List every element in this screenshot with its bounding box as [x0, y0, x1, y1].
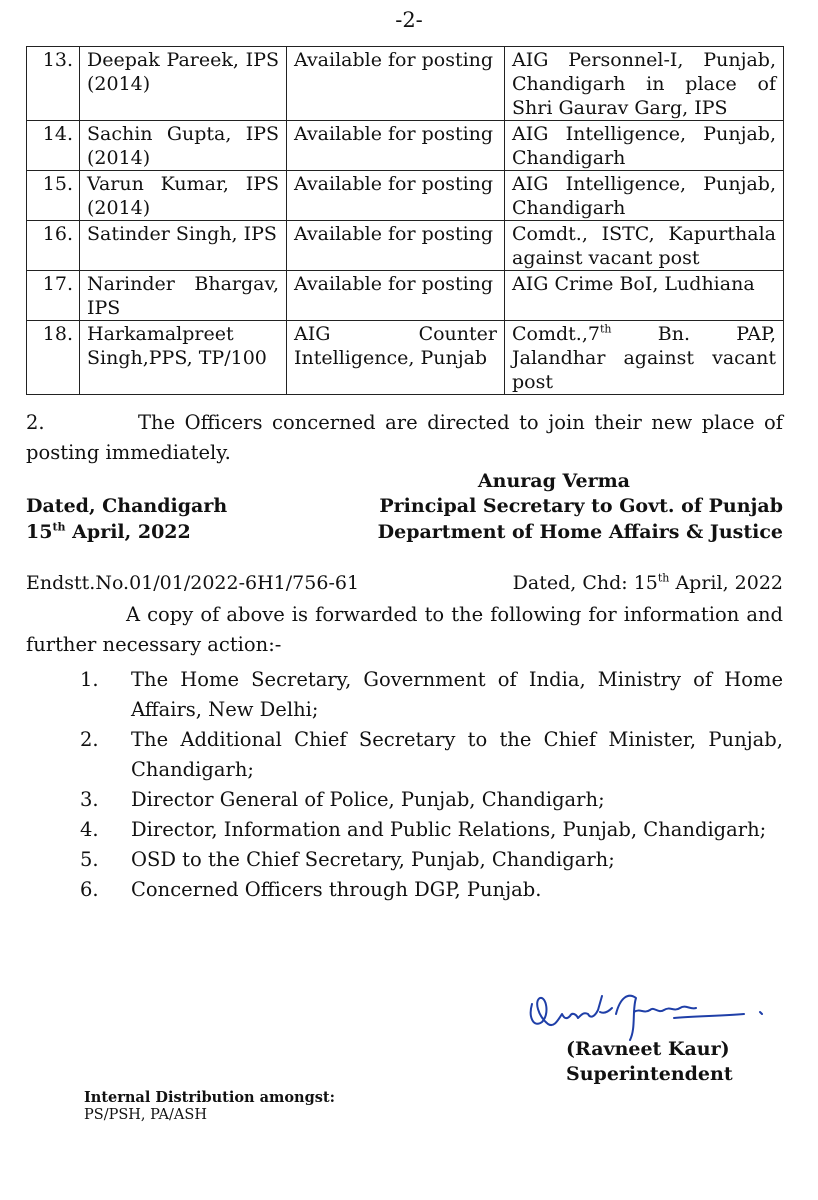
- officer-name-cell: Narinder Bhargav, IPS: [80, 271, 287, 321]
- serial-number: 13.: [27, 47, 80, 121]
- list-item: [80, 845, 783, 875]
- new-posting-suffix: Bn. PAP, Jalandhar against vacant post: [512, 323, 776, 393]
- list-text: OSD to the Chief Secretary, Punjab, Chandigarh;: [131, 848, 615, 871]
- present-posting-cell: Available for posting: [287, 171, 505, 221]
- paragraph-text: The Officers concerned are directed to join their new place of posting immediately.: [26, 411, 783, 464]
- present-posting-cell: Available for posting: [287, 221, 505, 271]
- list-item: [80, 665, 783, 725]
- list-number: 1.: [80, 668, 99, 691]
- signatory-designation: Principal Secretary to Govt. of Punjab: [379, 495, 783, 517]
- new-posting-cell: AIG Personnel-I, Punjab, Chandigarh in place of Shri Gaurav Garg, IPS: [505, 47, 784, 121]
- endorsement-date: [513, 572, 783, 594]
- serial-number: 15.: [27, 171, 80, 221]
- table-row: [27, 47, 784, 121]
- list-text: Concerned Officers through DGP, Punjab.: [131, 878, 542, 901]
- list-item: [80, 725, 783, 785]
- date-day: 15: [26, 521, 53, 543]
- new-posting-cell: Comdt., ISTC, Kapurthala against vacant post: [505, 221, 784, 271]
- serial-number: 16.: [27, 221, 80, 271]
- present-posting-cell: Available for posting: [287, 271, 505, 321]
- ordinal-suffix: th: [599, 322, 612, 336]
- list-number: 2.: [80, 728, 99, 751]
- list-text: Director, Information and Public Relations, Punjab, Chandigarh;: [131, 818, 767, 841]
- present-posting-cell: Available for posting: [287, 47, 505, 121]
- paragraph-number: 2.: [26, 411, 45, 434]
- internal-distribution-list: PS/PSH, PA/ASH: [84, 1107, 207, 1123]
- serial-number: 14.: [27, 121, 80, 171]
- list-item: [80, 785, 783, 815]
- officer-name-cell: Satinder Singh, IPS: [80, 221, 287, 271]
- endorsement-date-suffix: April, 2022: [669, 572, 783, 594]
- posting-table: [26, 46, 784, 395]
- ordinal-suffix: th: [52, 520, 66, 534]
- internal-distribution-heading: Internal Distribution amongst:: [84, 1089, 335, 1106]
- dated-date: [26, 521, 191, 543]
- new-posting-cell: [505, 321, 784, 395]
- copy-forwarded-text: A copy of above is forwarded to the following for information and further necessary action:-: [26, 603, 783, 656]
- ordinal-suffix: th: [657, 571, 670, 585]
- recipient-list: [80, 665, 783, 905]
- list-number: 6.: [80, 878, 99, 901]
- signature-name: (Ravneet Kaur): [566, 1038, 730, 1060]
- list-number: 4.: [80, 818, 99, 841]
- list-item: [80, 875, 783, 905]
- dated-place: Dated, Chandigarh: [26, 495, 228, 517]
- signature-designation: Superintendent: [566, 1063, 733, 1085]
- signatory-department: Department of Home Affairs & Justice: [377, 521, 783, 543]
- handwritten-signature: [524, 984, 774, 1044]
- present-posting-cell: Available for posting: [287, 121, 505, 171]
- signatory-name: Anurag Verma: [477, 470, 630, 492]
- list-item: [80, 815, 783, 845]
- table-row: [27, 221, 784, 271]
- table-row: [27, 271, 784, 321]
- list-text: The Home Secretary, Government of India, Ministry of Home Affairs, New Delhi;: [131, 668, 783, 721]
- endorsement-date-prefix: Dated, Chd: 15: [512, 572, 658, 594]
- serial-number: 18.: [27, 321, 80, 395]
- table-row: [27, 171, 784, 221]
- date-month-year: April, 2022: [65, 521, 191, 543]
- list-text: Director General of Police, Punjab, Chandigarh;: [131, 788, 605, 811]
- new-posting-cell: AIG Intelligence, Punjab, Chandigarh: [505, 121, 784, 171]
- list-number: 3.: [80, 788, 99, 811]
- paragraph-2: [26, 408, 783, 468]
- new-posting-cell: AIG Crime BoI, Ludhiana: [505, 271, 784, 321]
- table-row: [27, 121, 784, 171]
- new-posting-prefix: Comdt.,7: [512, 323, 600, 345]
- officer-name-cell: Deepak Pareek, IPS (2014): [80, 47, 287, 121]
- table-row: [27, 321, 784, 395]
- officer-name-cell: Sachin Gupta, IPS (2014): [80, 121, 287, 171]
- officer-name-cell: Varun Kumar, IPS (2014): [80, 171, 287, 221]
- officer-name-cell: Harkamalpreet Singh,PPS, TP/100: [80, 321, 287, 395]
- new-posting-cell: AIG Intelligence, Punjab, Chandigarh: [505, 171, 784, 221]
- serial-number: 17.: [27, 271, 80, 321]
- page-number: -2-: [395, 8, 423, 32]
- list-text: The Additional Chief Secretary to the Chief Minister, Punjab, Chandigarh;: [131, 728, 783, 781]
- list-number: 5.: [80, 848, 99, 871]
- present-posting-cell: AIG Counter Intelligence, Punjab: [287, 321, 505, 395]
- endorsement-number: Endstt.No.01/01/2022-6H1/756-61: [26, 572, 360, 594]
